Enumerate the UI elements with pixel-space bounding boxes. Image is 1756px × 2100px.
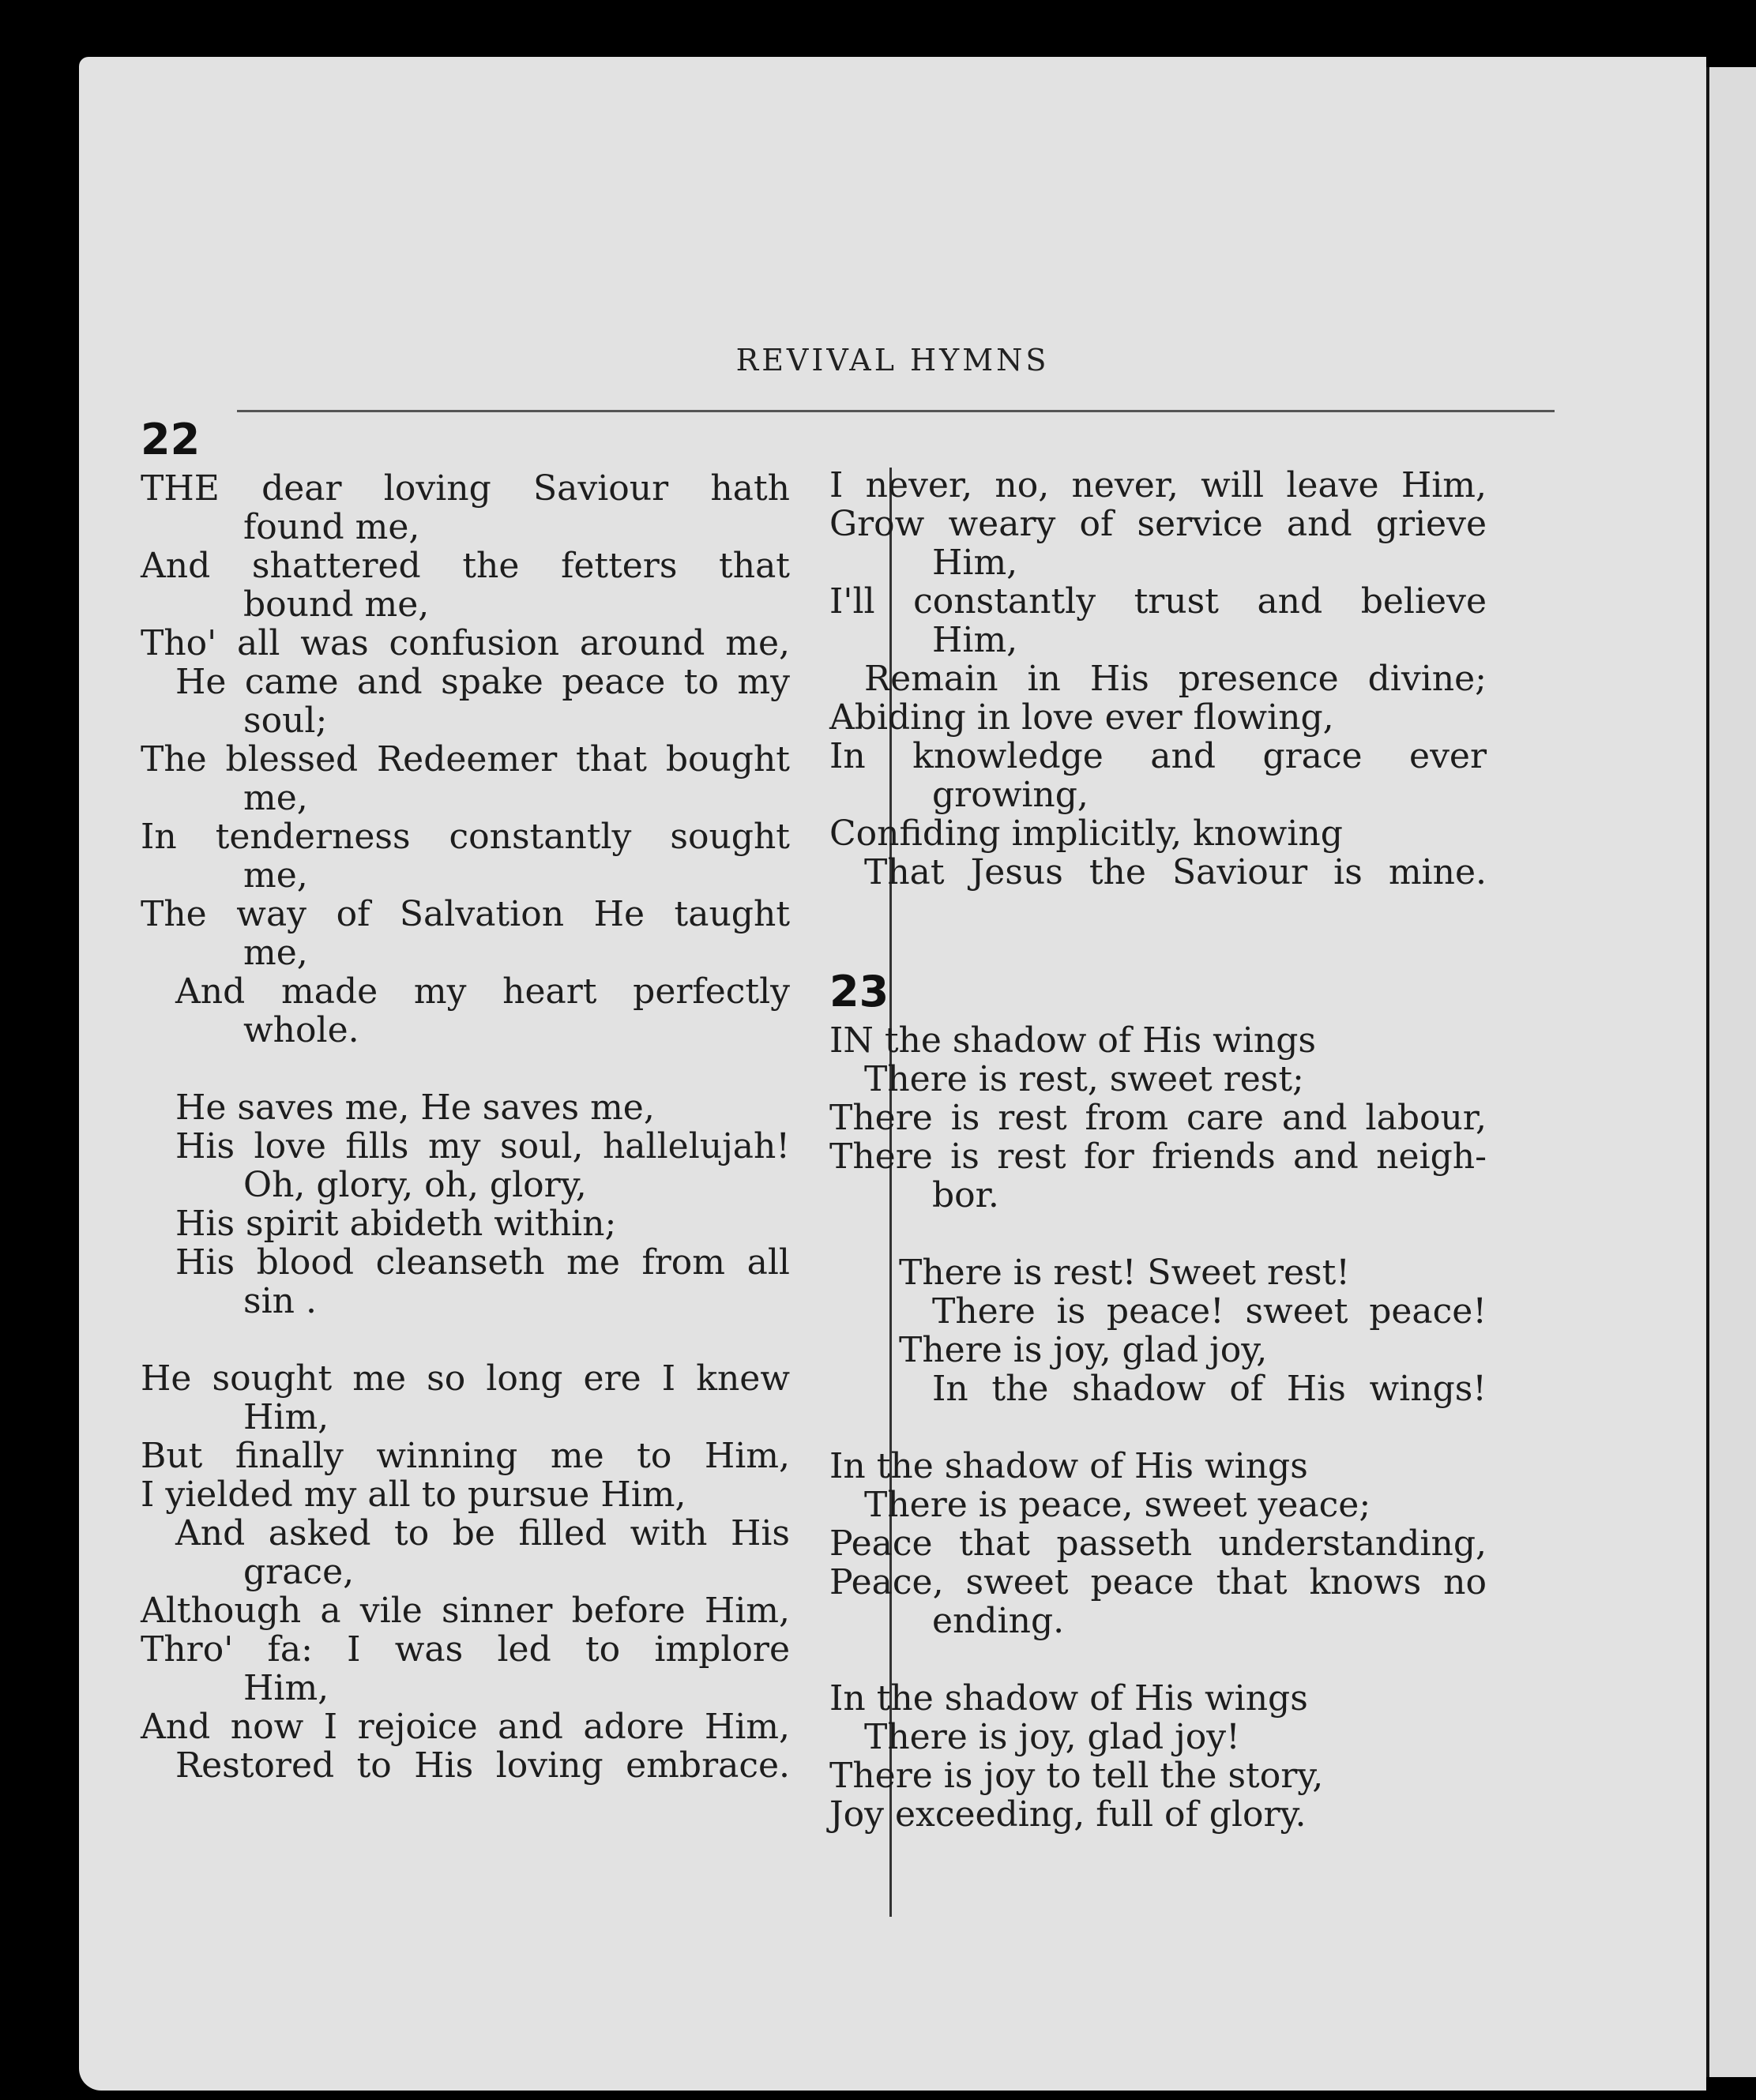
verse-line: bound me,: [243, 584, 430, 625]
verse-line: In knowledge and grace ever: [829, 736, 1487, 776]
verse-line: me,: [243, 778, 308, 818]
verse-line: found me,: [243, 507, 420, 547]
verse-line: me,: [243, 855, 308, 896]
verse-line: There is peace, sweet yeace;: [864, 1485, 1371, 1525]
verse-line: And asked to be filled with His: [175, 1513, 790, 1553]
verse-line: Although a vile sinner before Him,: [141, 1591, 790, 1631]
chorus-line: There is rest! Sweet rest!: [899, 1253, 1350, 1293]
verse-line: Grow weary of service and grieve: [829, 504, 1487, 544]
verse-line: soul;: [243, 701, 328, 741]
adjacent-page-edge: [1705, 67, 1756, 2077]
verse-line: Confiding implicitly, knowing: [829, 813, 1343, 854]
hymn-number: 23: [829, 967, 889, 1016]
chorus-line: sin .: [243, 1281, 317, 1321]
verse-line: ending.: [932, 1601, 1065, 1641]
verse-line: Restored to His loving embrace.: [175, 1745, 790, 1786]
running-head: REVIVAL HYMNS: [735, 343, 1050, 378]
verse-line: Remain in His presence divine;: [864, 659, 1487, 699]
verse-line: And now I rejoice and adore Him,: [141, 1707, 790, 1747]
verse-line: There is rest, sweet rest;: [864, 1059, 1304, 1099]
verse-line: Him,: [243, 1397, 329, 1437]
verse-line: There is rest for friends and neigh-: [829, 1136, 1487, 1177]
verse-line: Him,: [243, 1668, 329, 1708]
verse-line: The way of Salvation He taught: [141, 894, 790, 934]
verse-line: IN the shadow of His wings: [829, 1020, 1316, 1061]
verse-line: I never, no, never, will leave Him,: [829, 465, 1487, 505]
header-rule: [237, 410, 1555, 412]
hymn22-verse-3: [829, 466, 1487, 892]
verse-line: I yielded my all to pursue Him,: [141, 1475, 686, 1515]
hymn23-chorus: [829, 1253, 1487, 1408]
verse-line: Joy exceeding, full of glory.: [829, 1794, 1307, 1835]
verse-line: me,: [243, 933, 308, 973]
chorus-line: His blood cleanseth me from all: [175, 1242, 790, 1283]
verse-line: Him,: [932, 620, 1018, 660]
verse-line: growing,: [932, 775, 1089, 815]
verse-line: There is rest from care and labour,: [829, 1098, 1487, 1138]
verse-line: That Jesus the Saviour is mine.: [864, 852, 1487, 892]
verse-line: And shattered the fetters that: [141, 546, 790, 586]
hymn23-verse-3: [829, 1679, 1487, 1834]
chorus-line: His spirit abideth within;: [175, 1204, 617, 1244]
verse-line: Peace that passeth understanding,: [829, 1523, 1487, 1564]
verse-line: He came and spake peace to my: [175, 662, 790, 702]
verse-line: There is joy, glad joy!: [864, 1717, 1240, 1757]
verse-line: grace,: [243, 1552, 355, 1592]
verse-line: Peace, sweet peace that knows no: [829, 1562, 1487, 1602]
verse-line: I'll constantly trust and believe: [829, 581, 1487, 622]
verse-line: THE dear loving Saviour hath: [141, 468, 790, 509]
verse-line: whole.: [243, 1010, 359, 1050]
verse-line: And made my heart perfectly: [175, 971, 790, 1012]
verse-line: Tho' all was confusion around me,: [141, 623, 790, 663]
verse-line: Abiding in love ever flowing,: [829, 697, 1334, 738]
hymn23-verse-2: [829, 1447, 1487, 1640]
hymn22-verse-2: [141, 1359, 790, 1785]
hymn23-verse-1: [829, 1021, 1487, 1215]
chorus-line: There is joy, glad joy,: [899, 1330, 1268, 1370]
left-column: [141, 415, 790, 1785]
right-column: [829, 415, 1487, 1834]
verse-line: He sought me so long ere I knew: [141, 1358, 790, 1399]
verse-line: Him,: [932, 543, 1018, 583]
hymn22-chorus: [141, 1088, 790, 1320]
chorus-line: In the shadow of His wings!: [932, 1369, 1487, 1409]
hymn-number: 22: [141, 415, 201, 464]
chorus-line: There is peace! sweet peace!: [932, 1291, 1487, 1332]
chorus-line: He saves me, He saves me,: [175, 1088, 655, 1128]
verse-line: In the shadow of His wings: [829, 1678, 1308, 1719]
verse-line: There is joy to tell the story,: [829, 1756, 1324, 1796]
hymn22-verse-1: [141, 469, 790, 1050]
verse-line: bor.: [932, 1175, 999, 1215]
verse-line: But finally winning me to Him,: [141, 1436, 790, 1476]
verse-line: In tenderness constantly sought: [141, 817, 790, 857]
chorus-line: His love fills my soul, hallelujah!: [175, 1126, 790, 1166]
verse-line: Thro' fa: I was led to implore: [141, 1629, 790, 1670]
verse-line: The blessed Redeemer that bought: [141, 739, 790, 780]
chorus-line: Oh, glory, oh, glory,: [243, 1165, 587, 1205]
verse-line: In the shadow of His wings: [829, 1446, 1308, 1486]
